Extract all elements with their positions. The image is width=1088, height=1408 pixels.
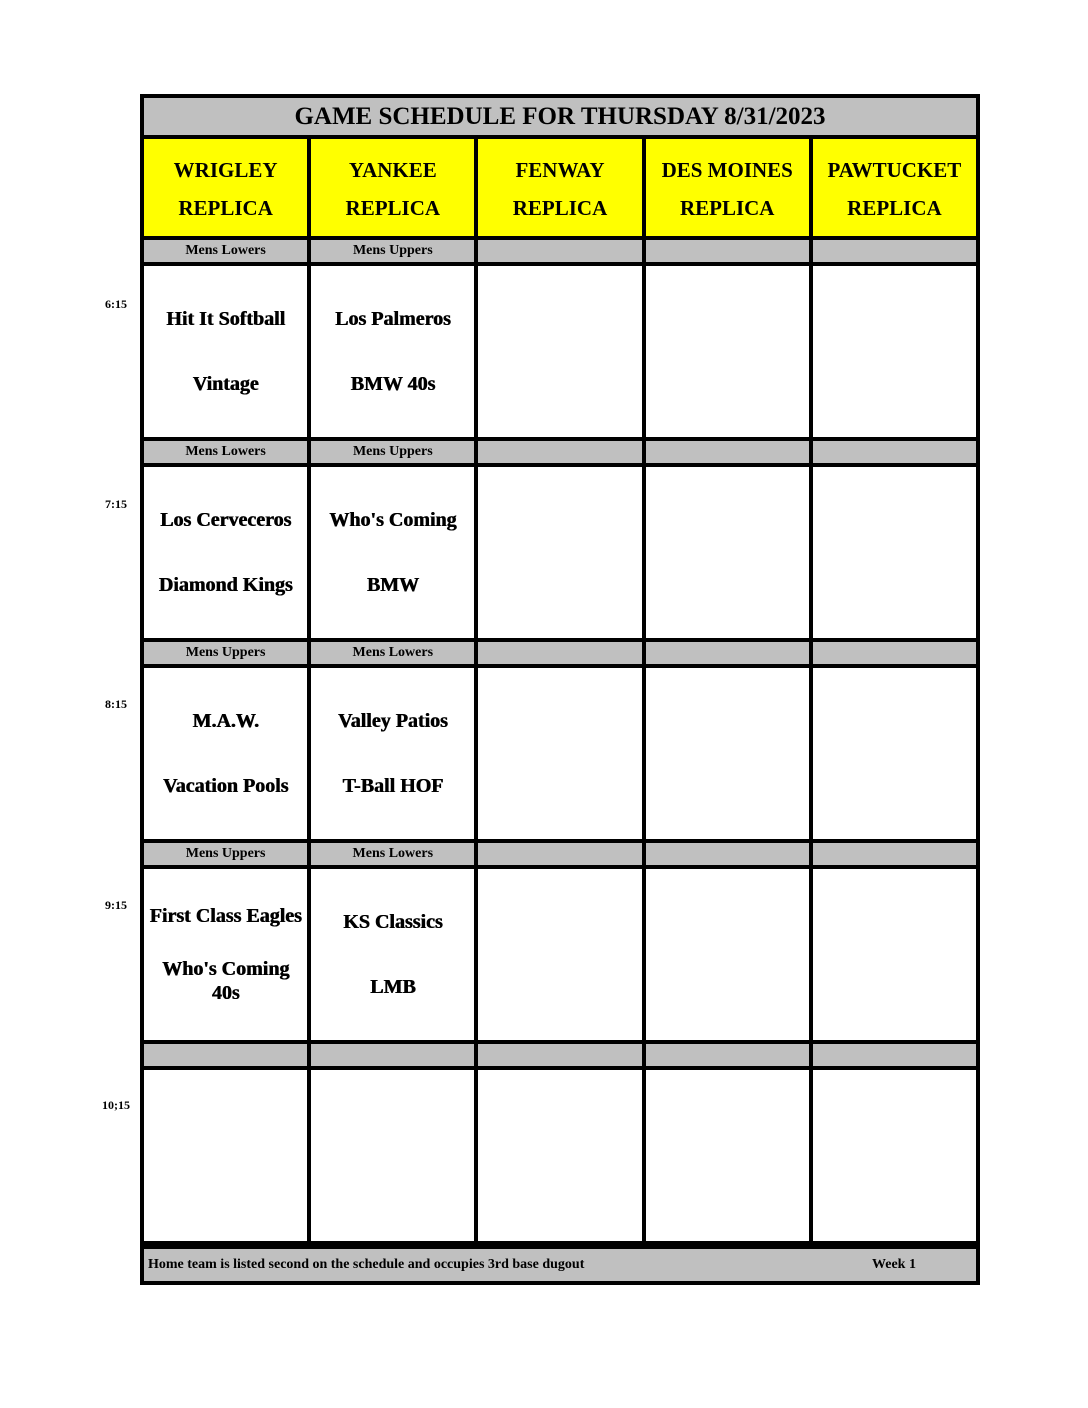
away-team: Valley Patios (337, 709, 448, 732)
division-row (144, 441, 976, 467)
field-header-pawtucket (813, 139, 976, 236)
game-cell (311, 467, 478, 638)
game-row (144, 1070, 976, 1245)
division-label (478, 843, 645, 865)
division-row (144, 1044, 976, 1070)
field-header-row (144, 139, 976, 240)
field-name: WRIGLEY (173, 158, 278, 182)
division-label (813, 642, 976, 664)
game-cell (813, 1070, 976, 1241)
away-team: KS Classics (343, 910, 443, 933)
game-cell (144, 1070, 311, 1241)
home-team: BMW 40s (350, 373, 436, 396)
field-subname: REPLICA (512, 196, 608, 220)
game-cell (646, 869, 813, 1040)
home-team: Diamond Kings (158, 574, 293, 597)
field-name: PAWTUCKET (827, 158, 962, 182)
division-label (646, 441, 813, 463)
week-label: Week 1 (872, 1257, 916, 1272)
division-row (144, 240, 976, 266)
time-label: 7:15 (105, 497, 127, 511)
field-name: YANKEE (348, 158, 437, 182)
home-team: T-Ball HOF (342, 775, 444, 798)
game-cell (311, 266, 478, 437)
schedule-title: GAME SCHEDULE FOR THURSDAY 8/31/2023 (144, 98, 976, 139)
division-row (144, 843, 976, 869)
division-label (311, 1044, 478, 1066)
division-label (813, 843, 976, 865)
game-cell (311, 1070, 478, 1241)
division-row (144, 642, 976, 668)
division-label: Mens Lowers (144, 240, 311, 262)
field-subname: REPLICA (679, 196, 775, 220)
game-cell (311, 668, 478, 839)
division-label: Mens Uppers (144, 843, 311, 865)
division-label (478, 642, 645, 664)
game-cell (144, 266, 311, 437)
field-subname: REPLICA (345, 196, 441, 220)
away-team: Who's Coming (329, 508, 457, 531)
game-cell (478, 668, 645, 839)
division-label (646, 843, 813, 865)
game-row (144, 869, 976, 1044)
division-label (478, 240, 645, 262)
division-label: Mens Uppers (311, 240, 478, 262)
away-team: First Class Eagles (149, 904, 302, 927)
division-label (478, 1044, 645, 1066)
game-cell (646, 1070, 813, 1241)
time-label: 10;15 (102, 1098, 130, 1112)
game-cell (144, 668, 311, 839)
time-label: 8:15 (105, 697, 127, 711)
game-cell (646, 467, 813, 638)
division-label: Mens Uppers (311, 441, 478, 463)
home-team: LMB (370, 976, 416, 999)
game-cell (813, 869, 976, 1040)
away-team: Los Palmeros (334, 307, 451, 330)
division-label (813, 1044, 976, 1066)
game-cell (646, 266, 813, 437)
game-cell (478, 467, 645, 638)
field-header-des-moines (646, 139, 813, 236)
field-header-fenway (478, 139, 645, 236)
division-label: Mens Lowers (311, 642, 478, 664)
game-cell (144, 869, 311, 1040)
game-cell (144, 467, 311, 638)
game-row (144, 467, 976, 642)
game-cell (813, 266, 976, 437)
game-cell (478, 1070, 645, 1241)
game-cell (813, 467, 976, 638)
game-cell (311, 869, 478, 1040)
schedule-table (140, 94, 980, 1285)
away-team: Hit It Softball (166, 307, 286, 330)
dugout-note: Home team is listed second on the schedule and occupies 3rd base dugout (148, 1257, 585, 1272)
division-label (813, 441, 976, 463)
game-cell (478, 266, 645, 437)
home-team: Who's Coming 40s (161, 958, 290, 1005)
division-label (646, 240, 813, 262)
game-cell (813, 668, 976, 839)
division-label: Mens Lowers (144, 441, 311, 463)
schedule-footer (144, 1245, 976, 1281)
division-label (646, 642, 813, 664)
division-label (144, 1044, 311, 1066)
field-name: FENWAY (515, 158, 605, 182)
division-label (478, 441, 645, 463)
field-header-wrigley (144, 139, 311, 236)
game-cell (646, 668, 813, 839)
time-label: 9:15 (105, 898, 127, 912)
field-subname: REPLICA (178, 196, 273, 220)
field-name: DES MOINES (661, 158, 793, 182)
division-label: Mens Uppers (144, 642, 311, 664)
division-label (646, 1044, 813, 1066)
division-label (813, 240, 976, 262)
away-team: Los Cerveceros (159, 508, 292, 531)
away-team: M.A.W. (192, 709, 259, 732)
home-team: Vacation Pools (162, 775, 289, 798)
game-row (144, 668, 976, 843)
home-team: Vintage (192, 373, 259, 396)
time-label: 6:15 (105, 297, 127, 311)
game-row (144, 266, 976, 441)
home-team: BMW (366, 574, 419, 597)
game-cell (478, 869, 645, 1040)
field-header-yankee (311, 139, 478, 236)
field-subname: REPLICA (847, 196, 942, 220)
division-label: Mens Lowers (311, 843, 478, 865)
